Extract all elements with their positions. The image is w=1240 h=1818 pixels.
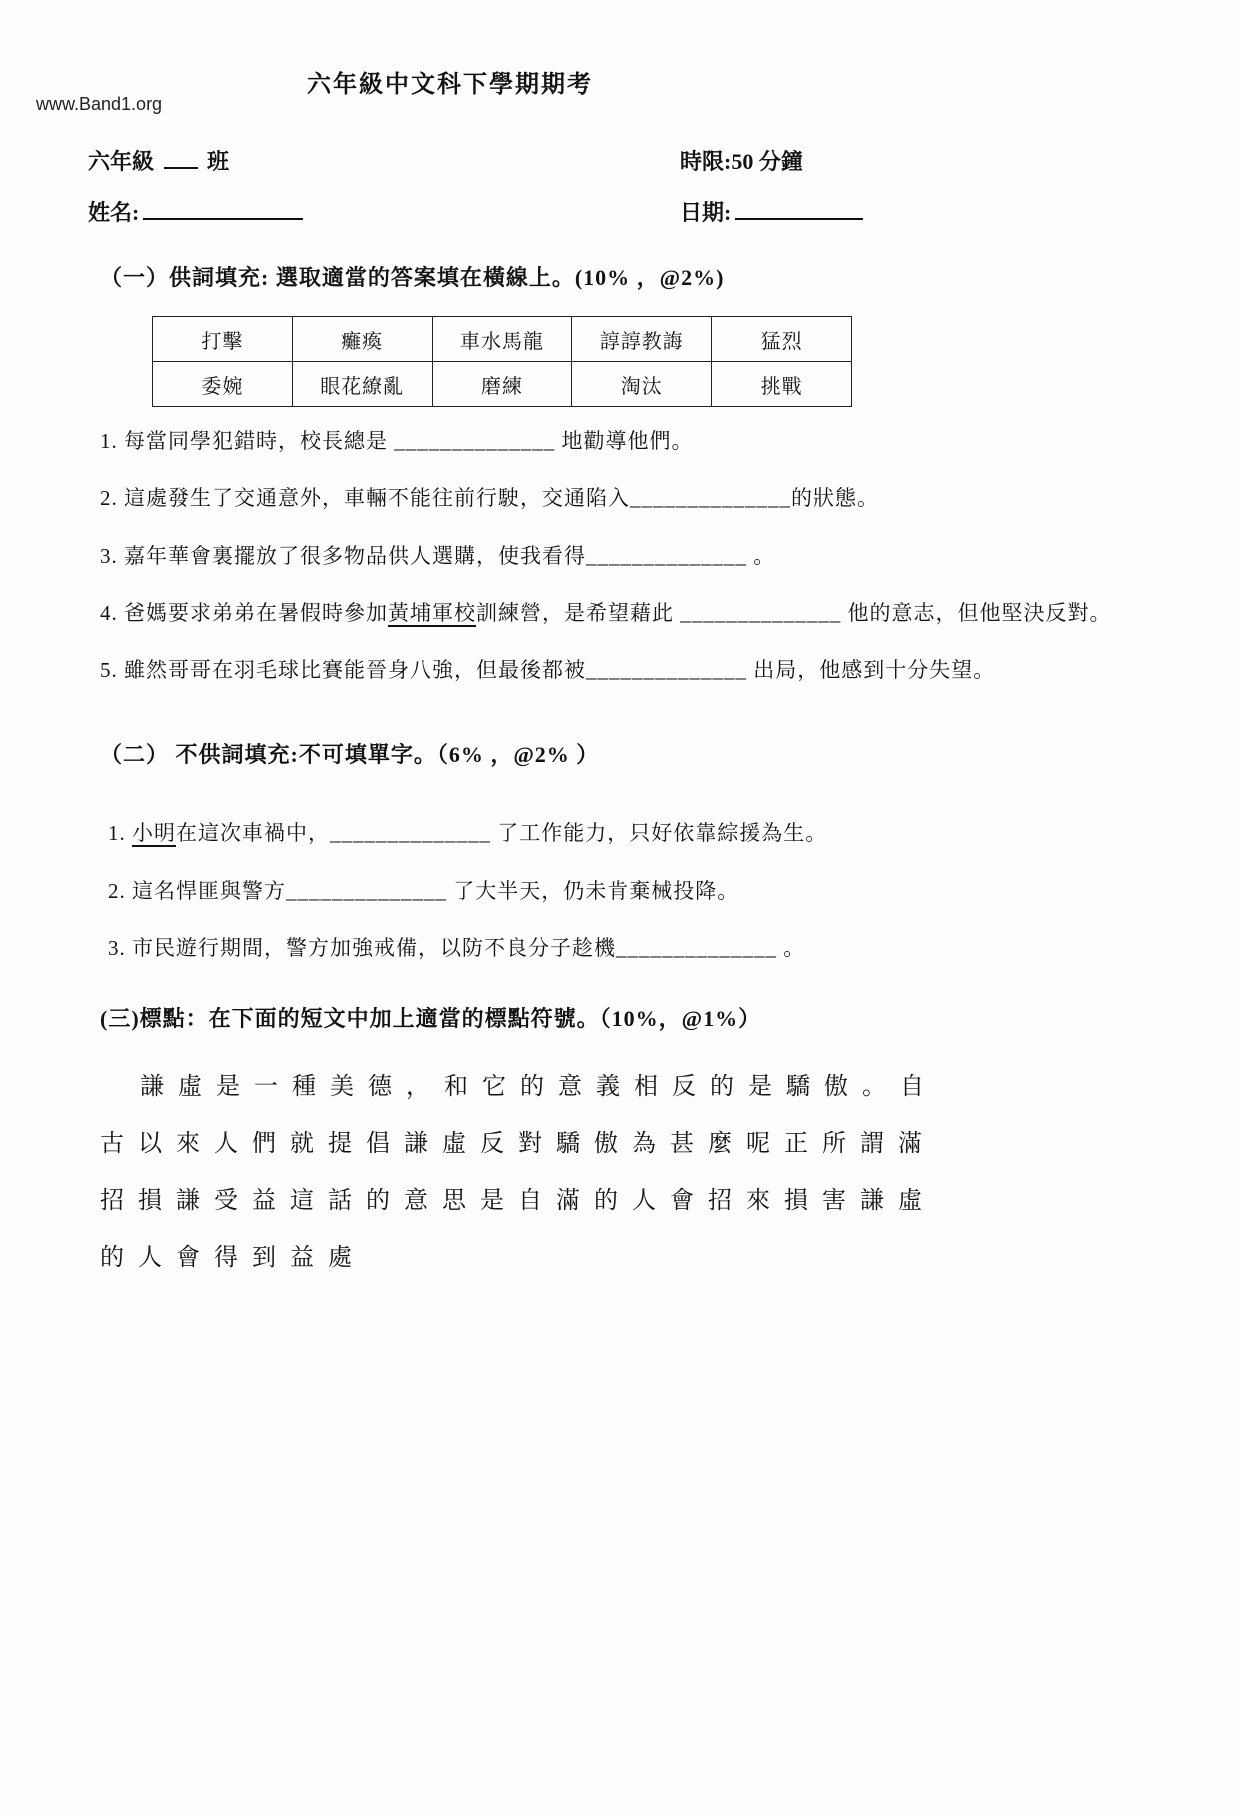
word-bank-cell: 癱瘓 <box>292 317 432 362</box>
question-number: 2. <box>100 486 118 511</box>
time-limit: 時限:50 分鐘 <box>680 149 803 174</box>
question-item <box>100 417 1150 465</box>
word-bank-cell: 猛烈 <box>712 317 852 362</box>
question-item <box>100 532 1150 580</box>
section1-heading: （一）供詞填充: 選取適當的答案填在橫線上。(10% ，@2%) <box>100 265 725 290</box>
question-number: 4. <box>100 600 118 625</box>
word-bank-cell: 委婉 <box>153 362 293 407</box>
class-prefix-label: 六年級 <box>88 149 155 174</box>
name-label: 姓名: <box>88 200 140 225</box>
question-number: 3. <box>108 936 126 961</box>
question-number: 1. <box>100 429 118 453</box>
site-url: www.Band1.org <box>36 94 163 114</box>
word-bank-cell: 打擊 <box>153 317 293 362</box>
word-bank-cell: 挑戰 <box>712 362 852 407</box>
passage-line: 的人會得到益處 <box>100 1245 366 1272</box>
question-item <box>108 809 1150 857</box>
class-blank <box>164 167 198 169</box>
exam-info-header <box>88 145 1140 227</box>
section2-heading: （二） 不供詞填充:不可填單字。（6% ，@2% ） <box>100 742 600 768</box>
question-text: 雖然哥哥在羽毛球比賽能晉身八強，但最後都被______________ 出局，他感到十分失望。 <box>124 658 996 683</box>
date-line <box>680 196 1140 227</box>
word-bank-cell: 車水馬龍 <box>432 317 572 362</box>
word-bank-table <box>152 316 852 407</box>
question-item <box>100 589 1150 637</box>
name-line <box>88 196 680 227</box>
question-item <box>100 474 1150 522</box>
page-title: 六年級中文科下學期期考 <box>307 72 593 98</box>
date-label: 日期: <box>680 200 732 225</box>
question-item <box>108 924 1150 972</box>
class-suffix-label: 班 <box>207 149 230 174</box>
passage-line: 古以來人們就提倡謙虛反對驕傲為甚麼呢正所謂滿 <box>100 1131 936 1158</box>
question-text: 在這次車禍中，______________ 了工作能力，只好依靠綜援為生。 <box>176 821 828 846</box>
question-text: 市民遊行期間，警方加強戒備，以防不良分子趁機______________ 。 <box>132 936 806 961</box>
exam-body <box>100 261 1150 1287</box>
word-bank-cell: 眼花繚亂 <box>292 362 432 407</box>
date-blank <box>735 218 863 220</box>
question-number: 2. <box>108 878 126 903</box>
word-bank-row <box>153 317 852 362</box>
question-text: 訓練營，是希望藉此 ______________ 他的意志，但他堅決反對。 <box>476 600 1112 625</box>
question-text: 嘉年華會裏擺放了很多物品供人選購，使我看得______________ 。 <box>124 543 776 568</box>
word-bank-cell: 磨練 <box>432 362 572 407</box>
question-number: 1. <box>108 821 126 846</box>
question-text: 爸媽要求弟弟在暑假時參加 <box>124 600 388 625</box>
class-line <box>88 145 680 176</box>
word-bank-cell: 淘汰 <box>572 362 712 407</box>
passage-line: 招損謙受益這話的意思是自滿的人會招來損害謙虛 <box>100 1188 936 1215</box>
section3-heading: (三)標點：在下面的短文中加上適當的標點符號。（10%，@1%） <box>100 1006 762 1032</box>
question-item <box>100 646 1150 694</box>
underlined-term: 黃埔軍校 <box>388 600 476 625</box>
word-bank-row <box>153 362 852 407</box>
passage-line: 謙虛是一種美德，和它的意義相反的是驕傲。自 <box>140 1074 938 1101</box>
question-text: 這處發生了交通意外，車輛不能往前行駛，交通陷入______________的狀態。 <box>124 486 879 511</box>
question-text: 這名悍匪與警方______________ 了大半天，仍未肯棄械投降。 <box>132 878 740 903</box>
question-number: 5. <box>100 658 118 683</box>
question-number: 3. <box>100 543 118 568</box>
question-text: 每當同學犯錯時，校長總是 ______________ 地勸導他們。 <box>124 429 694 453</box>
underlined-term: 小明 <box>132 821 176 846</box>
word-bank-cell: 諄諄教誨 <box>572 317 712 362</box>
punctuation-passage <box>100 1059 1150 1287</box>
name-blank <box>143 218 303 220</box>
question-item <box>108 867 1150 915</box>
